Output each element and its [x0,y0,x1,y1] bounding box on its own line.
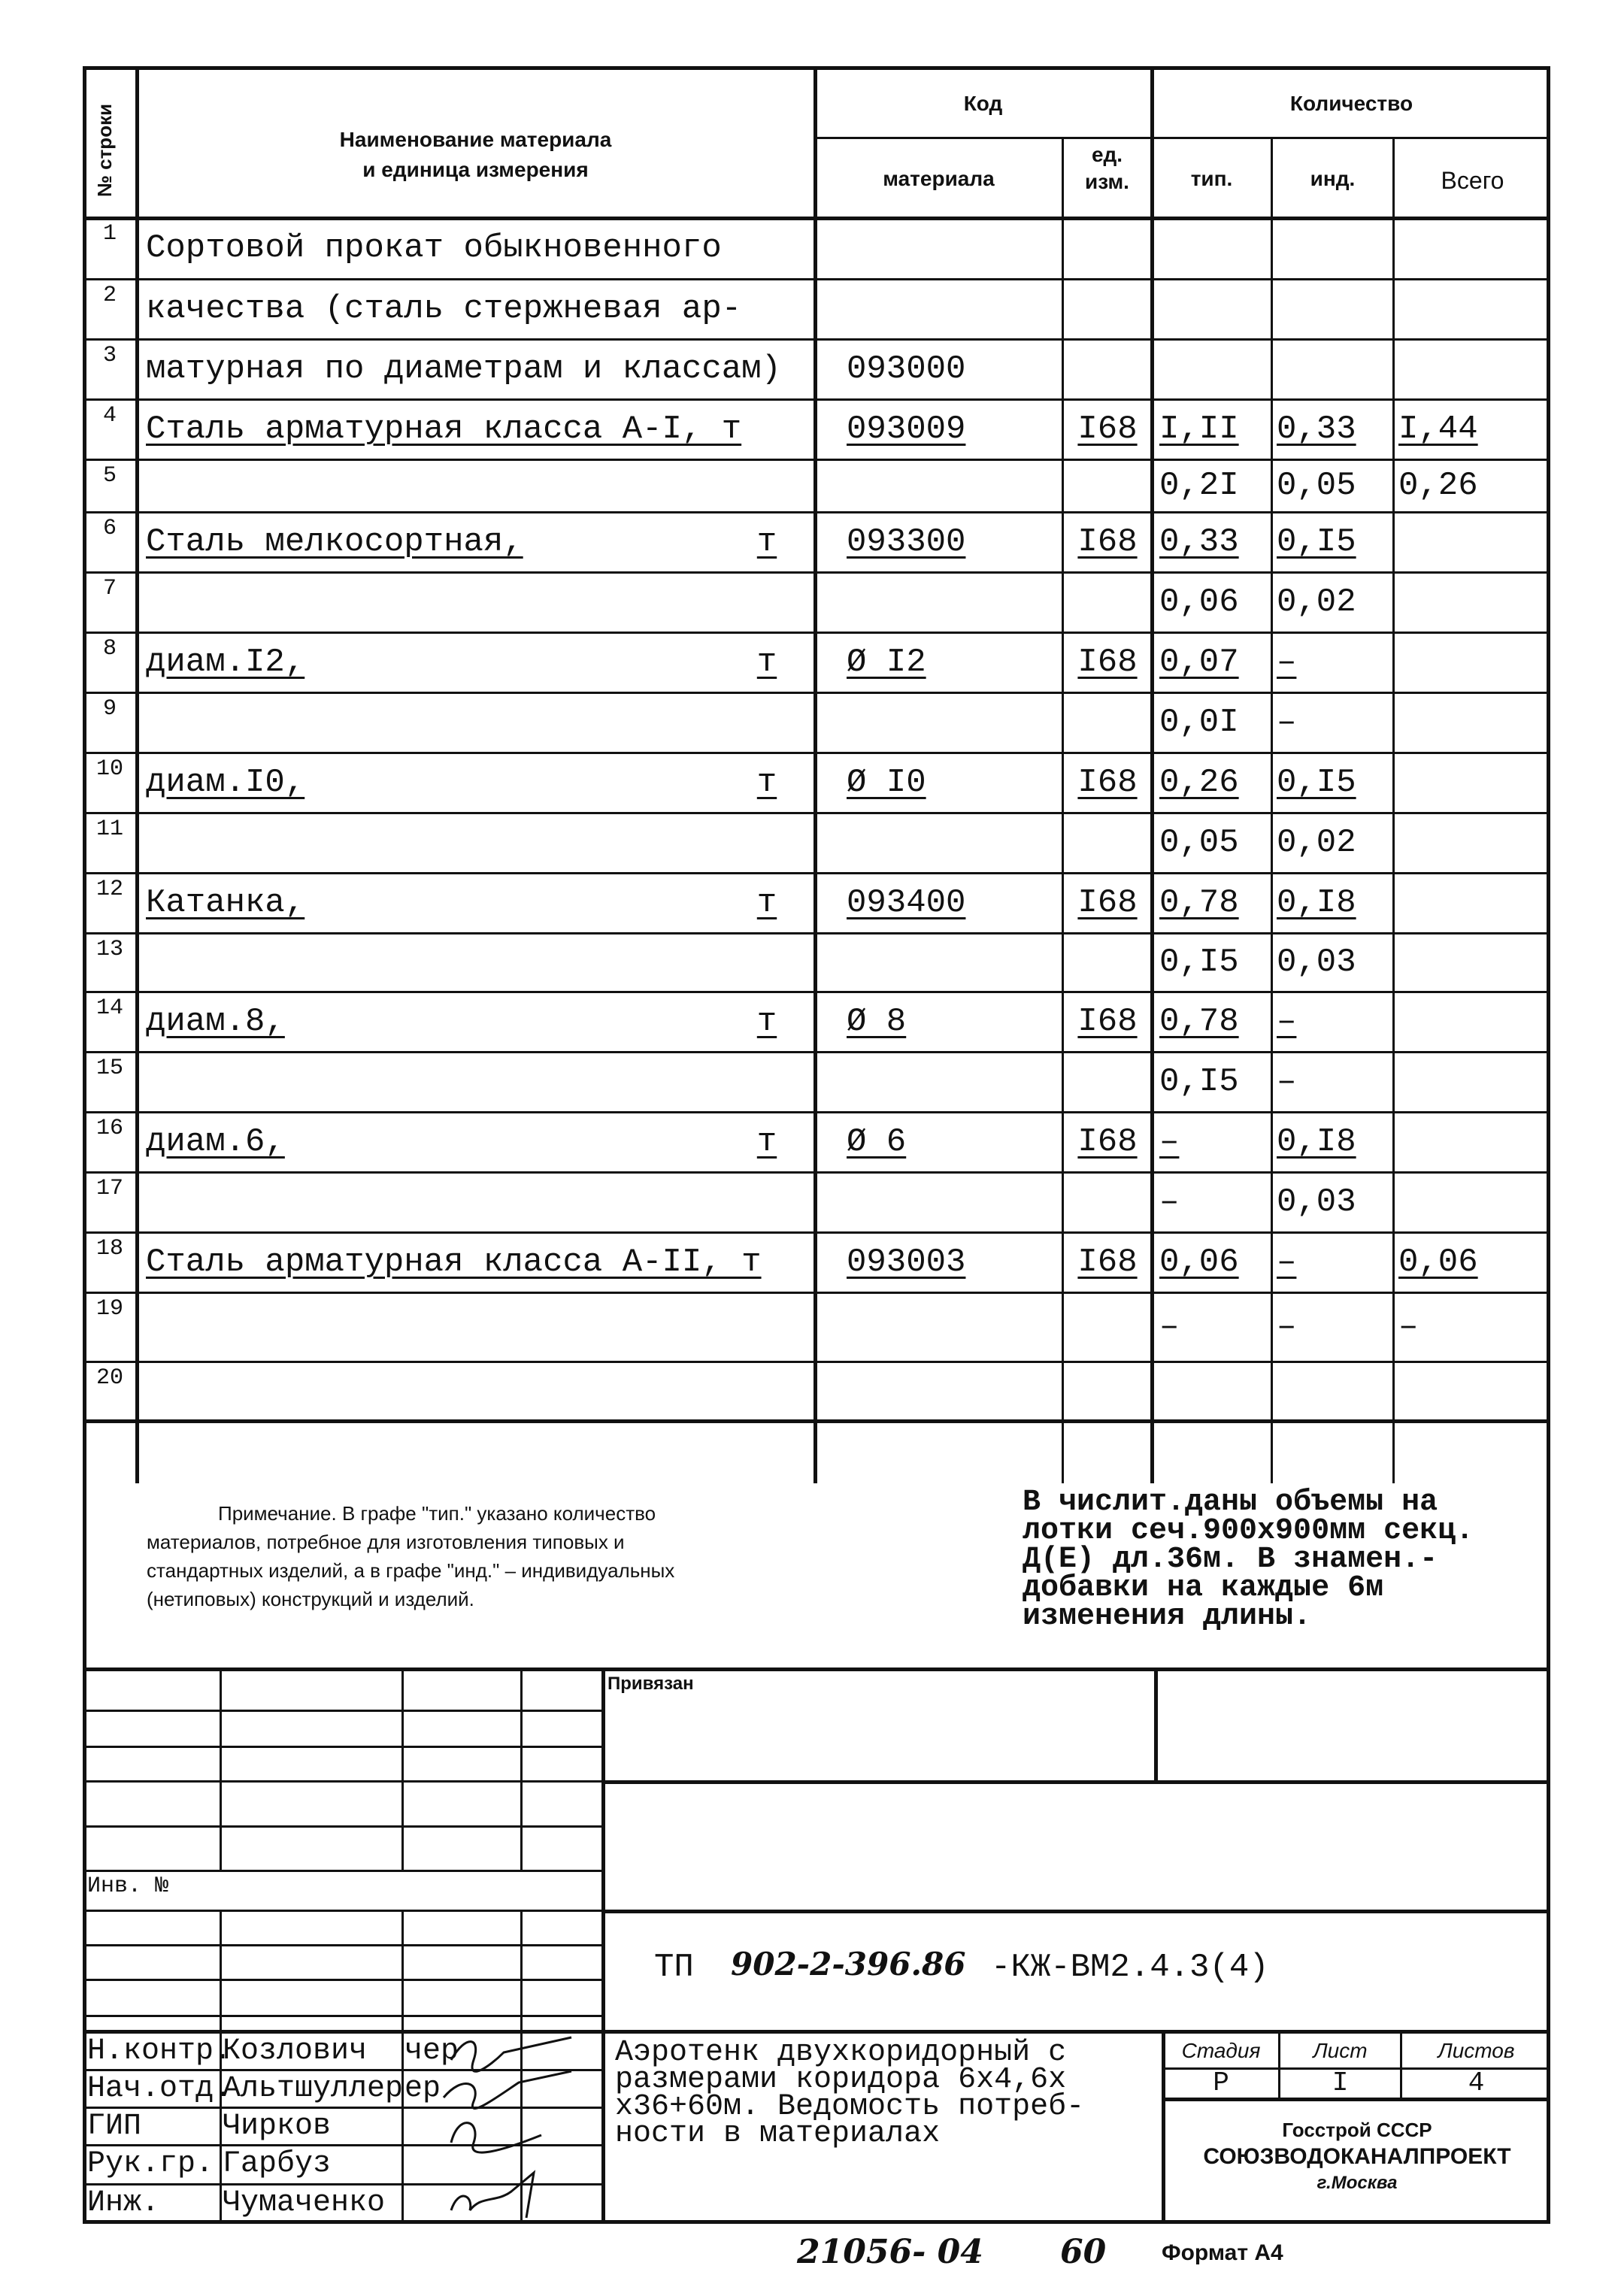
signer-role: ГИП [87,2110,142,2143]
cell-code: 093300 [847,523,966,561]
stamp-vline-main [601,1667,605,2224]
sheet-label: Лист [1313,2039,1368,2062]
cell-code: 093000 [847,350,966,388]
header-qty-type: тип. [1190,167,1233,190]
cell-code: Ø I2 [847,644,926,681]
stamp-doc-top [601,1910,1550,1913]
doc-suffix: -КЖ-ВМ2.4.3(4) [991,1949,1269,1986]
cell-n: 2 [102,283,117,308]
cell-unit: I68 [1077,644,1138,681]
cell-code: Ø I0 [847,764,926,801]
cell-name: Катанка, [146,884,305,922]
title-line4: ности в материалах [615,2117,941,2151]
cell-unit-t: т [756,523,777,561]
row-line [83,1051,1550,1053]
doc-prefix: ТП [654,1949,694,1986]
footer-number: 21056- 04 [797,2233,983,2271]
row-line [83,752,1550,754]
cell-name: качества (сталь стержневая ар- [146,290,742,328]
title-line2: размерами коридора 6х4,6х [615,2063,1067,2097]
signer-role: Н.контр. [87,2034,232,2068]
cell-unit: I68 [1077,1123,1138,1161]
cell-ind: – [1277,1063,1297,1101]
cell-n: 7 [102,576,117,601]
cell-ind: – [1277,704,1297,741]
stamp-hline-2 [83,1746,601,1748]
row-line [83,812,1550,814]
header-qty-total: Всего [1441,167,1504,194]
signer-name: Чумаченко [223,2186,386,2220]
cell-tip: 0,0I [1159,704,1239,741]
cell-tip: – [1159,1308,1180,1346]
cell-name: Сортовой прокат обыкновенного [146,229,722,267]
header-code: Код [963,92,1003,115]
stamp-vline-privyazan [1154,1667,1158,1780]
header-row-no: № строки [93,103,116,198]
cell-name: Сталь арматурная класса А-II, т [146,1243,762,1281]
org-line3: г.Москва [1316,2173,1398,2193]
cell-tip: 0,26 [1159,764,1239,801]
footer-page: 60 [1060,2233,1107,2271]
header-code-material: материала [883,167,995,190]
cell-ind: 0,03 [1277,1183,1356,1221]
note-line2: материалов, потребное для изготовления типовых и [147,1531,625,1553]
signer-name: Чирков [223,2110,332,2143]
cell-name: диам.I2, [146,644,305,681]
cell-tip: 0,06 [1159,583,1239,621]
cell-unit: I68 [1077,523,1138,561]
sheets-value: 4 [1468,2067,1485,2098]
cell-n: 6 [102,516,117,541]
title-line3: х36+60м. Ведомость потреб- [615,2090,1085,2124]
signer-name: Козлович [223,2034,368,2068]
signer-role: Нач.отд. [87,2072,232,2106]
sheets-label: Листов [1438,2039,1515,2062]
cell-n: 1 [102,221,117,247]
signer-name: Альтшуллер [223,2072,404,2106]
cell-total: 0,06 [1398,1243,1478,1281]
cell-n: 4 [102,403,117,429]
cell-n: 15 [95,1056,123,1081]
cell-n: 20 [95,1365,123,1391]
cell-unit: I68 [1077,764,1138,801]
cell-ind: – [1277,1003,1297,1040]
stamp-vline-b [401,1667,404,1870]
cell-name: матурная по диаметрам и классам) [146,350,781,388]
row-line [83,872,1550,874]
cell-ind: 0,I8 [1277,884,1356,922]
org-line2: СОЮЗВОДОКАНАЛПРОЕКТ [1203,2144,1511,2169]
cell-unit-t: т [756,764,777,801]
note-line4: (нетиповых) конструкций и изделий. [147,1588,474,1610]
stamp-hline-3 [83,1780,601,1783]
remark-line2: лотки сеч.900х900мм секц. [1023,1514,1474,1548]
cell-name: Сталь арматурная класса А-I, т [146,410,742,448]
privyazan-label: Привязан [607,1674,694,1694]
cell-n: 13 [95,937,123,962]
header-mid-line-code [814,137,1550,139]
cell-ind: 0,I5 [1277,764,1356,801]
cell-tip: 0,I5 [1159,1063,1239,1101]
signature-scribbles-icon [421,2030,601,2224]
remark-line1: В числит.даны объемы на [1023,1486,1438,1519]
cell-ind: 0,02 [1277,583,1356,621]
header-code-unit-1: ед. [1091,143,1123,166]
row-line [83,571,1550,574]
stamp-hline-1 [83,1710,601,1712]
stamp-hline-4 [83,1825,601,1828]
stamp-privyazan-bottom [601,1780,1550,1784]
row-line [83,991,1550,993]
cell-unit: I68 [1077,410,1138,448]
stamp-vline-c [520,1667,523,1870]
row-line [83,511,1550,513]
stamp-hline-9 [83,2015,601,2017]
stamp-hline-5 [83,1870,601,1872]
stamp-hline-10 [83,2030,1550,2034]
cell-ind: – [1277,644,1297,681]
stamp-top-line [83,1667,1550,1671]
header-qty-ind: инд. [1310,167,1356,190]
cell-tip: I,II [1159,410,1239,448]
row-line [83,1419,1550,1423]
cell-tip: – [1159,1183,1180,1221]
signer-sign: чер [404,2034,459,2068]
cell-ind: 0,I5 [1277,523,1356,561]
remark-line3: Д(Е) дл.36м. В знамен.- [1023,1543,1438,1577]
cell-unit: I68 [1077,884,1138,922]
cell-n: 18 [95,1236,123,1262]
remark-line4: добавки на каждые 6м [1023,1571,1384,1605]
cell-tip: 0,07 [1159,644,1239,681]
note-line1: Примечание. В графе "тип." указано количество [218,1502,656,1525]
stamp-hline-6 [83,1910,601,1912]
row-line [83,632,1550,634]
row-line [83,398,1550,401]
cell-code: 093400 [847,884,966,922]
cell-ind: 0,I8 [1277,1123,1356,1161]
cell-n: 3 [102,343,117,368]
stage-value: Р [1213,2067,1229,2098]
signer-sign: ер [404,2072,441,2106]
header-name-line1: Наименование материала [339,128,612,151]
cell-n: 9 [102,696,117,722]
doc-hand-number: 902-2-396.86 [731,1946,966,1983]
row-line [83,1111,1550,1113]
cell-ind: 0,33 [1277,410,1356,448]
row-line [83,1171,1550,1174]
row-line [83,1292,1550,1294]
cell-unit: I68 [1077,1243,1138,1281]
cell-tip: 0,33 [1159,523,1239,561]
cell-n: 11 [95,816,123,842]
cell-tip: 0,05 [1159,824,1239,862]
cell-unit-t: т [756,884,777,922]
cell-code: Ø 8 [847,1003,907,1040]
cell-ind: – [1277,1243,1297,1281]
cell-n: 8 [102,636,117,662]
sheet-value: I [1332,2067,1349,2098]
cell-unit: I68 [1077,1003,1138,1040]
cell-n: 14 [95,995,123,1021]
cell-tip: 0,2I [1159,467,1239,504]
cell-ind: 0,02 [1277,824,1356,862]
cell-tip: 0,06 [1159,1243,1239,1281]
cell-n: 19 [95,1296,123,1322]
row-line [83,459,1550,461]
header-code-unit-2: изм. [1085,170,1129,193]
cell-tip: 0,78 [1159,884,1239,922]
row-line [83,692,1550,694]
cell-n: 17 [95,1176,123,1201]
cell-name: диам.I0, [146,764,305,801]
row-line [83,278,1550,280]
stamp-hline-8 [83,1979,601,1981]
header-name-line2: и единица измерения [362,158,589,181]
stage-label: Стадия [1181,2039,1261,2062]
header-quantity: Количество [1289,92,1413,115]
signer-role: Рук.гр. [87,2147,214,2181]
cell-tip: 0,78 [1159,1003,1239,1040]
inv-label: Инв. № [87,1873,169,1899]
cell-name: диам.6, [146,1123,285,1161]
note-line3: стандартных изделий, а в графе "инд." – индивидуальных [147,1559,675,1582]
row-line [83,1361,1550,1363]
cell-tip: – [1159,1123,1180,1161]
cell-n: 5 [102,463,117,489]
cell-code: Ø 6 [847,1123,907,1161]
cell-unit-t: т [756,644,777,681]
cell-total: 0,26 [1398,467,1478,504]
remark-line5: изменения длины. [1023,1600,1312,1634]
cell-name: Сталь мелкосортная, [146,523,523,561]
cell-n: 10 [95,756,123,782]
row-line [83,338,1550,341]
cell-ind: – [1277,1308,1297,1346]
cell-ind: 0,05 [1277,467,1356,504]
row-line [83,1231,1550,1234]
title-line1: Аэротенк двухкоридорный с [615,2036,1067,2070]
cell-code: 093003 [847,1243,966,1281]
cell-code: 093009 [847,410,966,448]
stamp-vline-b2 [401,1910,404,2224]
cell-total: – [1398,1308,1419,1346]
row-line [83,932,1550,934]
cell-unit-t: т [756,1003,777,1040]
cell-n: 16 [95,1116,123,1141]
stamp-vline-a [220,1667,222,1870]
cell-total: I,44 [1398,410,1478,448]
signer-name: Гарбуз [223,2147,332,2181]
cell-n: 12 [95,877,123,902]
footer-format: Формат А4 [1162,2240,1283,2265]
stamp-hline-7 [83,1944,601,1946]
cell-tip: 0,I5 [1159,944,1239,981]
cell-ind: 0,03 [1277,944,1356,981]
cell-unit-t: т [756,1123,777,1161]
signer-role: Инж. [87,2186,160,2220]
cell-name: диам.8, [146,1003,285,1040]
org-line1: Госстрой СССР [1282,2119,1432,2141]
